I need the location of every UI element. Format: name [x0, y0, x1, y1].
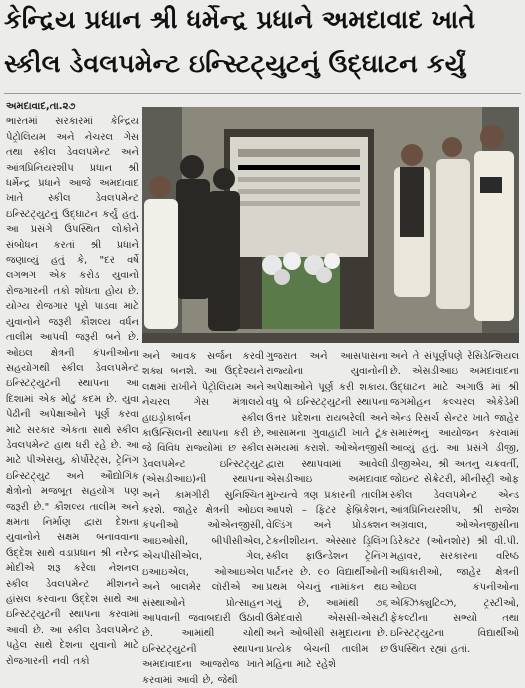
article-column-2	[142, 349, 264, 686]
column-2-text: અને આવક સર્જન કરવી શક્ય બનશે. આ ઉદ્દેશ્યને લક્ષમાં રાખીને પેટ્રોલિયમ અને નેચરલ ગેસ મંત્રાલયે હાઇડ્રોકાર્બન સ્કીલ કાઉન્સિલની સ્થાપના કરી છે, જે વિવિધ રાજ્યોમાં છ સ્કીલ ડેવલપમેન્ટ ઇન્સ્ટિટ્યુટ (એસડીઆઇ)ની સ્થાપના અને કામગીરી સુનિશ્ચિત કરશે. જાહેર ક્ષેત્રની ઓઇલ કંપનીઓ ઓએનજીસી, આઇઓસી, બીપીસીએલ, એચપીસીએલ, ગેલ, ઇઆઇએલ, ઓઆઇએલ અને બાલમેર લૉરીએ આ સંસ્થાઓને પ્રોત્સાહન આપવાની જવાબદારી ઉઠાવી છે. આમાંથી ચોથી ઇન્સ્ટિટ્યુટની સ્થાપના અમદાવાદના આજરોજ ખાતે કરવામાં આવી છે, જેથી	[142, 351, 264, 686]
article-column-1	[6, 99, 139, 665]
inauguration-photo	[142, 107, 519, 343]
column-1-text: ભારતમાં સરકારમાં કેન્દ્રિય પેટ્રોલિયમ અને નેચરલ ગેસ તથા સ્કીલ ડેવલપમેન્ટ અને આંત્રપ્રિનિયરશીપ પ્રધાન શ્રી ધર્મેન્દ્ર પ્રધાને આજે અમદાવાદ ખાતે સ્કીલ ડેવલપમેન્ટ ઇન્સ્ટિટ્યુટનું ઉદ્ઘાટન કર્યું હતું. આ પ્રસંગે ઉપસ્થિત લોકોને સંબોધન કરતાં શ્રી પ્રધાને જણાવ્યું હતું કે, "દર વર્ષે લગભગ એક કરોડ યુવાનો રોજગારની તકો શોધતા હોય છે. યોગ્ય રોજગાર પૂરો પાડવા માટે યુવાનોને જરૂરી કૌશલ્ય વર્ધન તાલીમ આપવી જરૂરી બને છે. ઓઇલ ક્ષેત્રની કંપનીઓના સહયોગથી સ્કીલ ડેવલપમેન્ટ ઇન્સ્ટિટ્યુટની સ્થાપના આ દિશામાં એક મોટું કદમ છે. યુવા પેઢીની અપેક્ષાઓને પૂર્ણ કરવા માટે સરકાર એકતા સાથે સ્કીલ ડેવલપમેન્ટ હાથ ધરી રહે છે. આ માટે પીએસયુ, કોર્પોરેટ્સ, ટ્રેનિંગ ઇન્સ્ટિટ્યુટ અને ઔદ્યોગિક ક્ષેત્રોનો મજબૂત સહયોગ પણ જરૂરી છે." કૌશલ્ય તાલીમ અને ક્ષમતા નિર્માણ દ્વારા દેશના યુવાનોને સક્ષમ બનાવવાના ઉદ્દેશ સાથે વડાપ્રધાન શ્રી નરેન્દ્ર મોદીએ શરૂ કરેલા નેશનલ સ્કીલ ડેવલપમેન્ટ મીશનને હાંસલ કરવાના ઉદ્દેશ સાથે આ ઇન્સ્ટિટ્યુટની સ્થાપના કરવામાં આવી છે. આ સ્કીલ ડેવલપમેન્ટ પહેલ સાથે દેશના યુવાનો માટે રોજગારની નવી તકો	[6, 116, 139, 667]
column-4-text: અને તે સંપૂર્ણપણે રેસિડેન્શિયલ છે. એસડીઆઇ અમદાવાદના ઉદ્ઘાટન માટે અગાઉ માં શ્રી જગમોહન કલ્ચરલ એકેડેમી એન્ડ રિસર્ચ સેન્ટર ખાતે જાહેર સમારંભનું આયોજન કરવામાં આવ્યું હતું. આ પ્રસંગે ડીજી, ડીજીએચ, શ્રી અતનુ ચક્રવર્તી, જોઇન્ટ સેક્રેટરી, મીનીસ્ટ્રી ઓફ સ્કીલ ડેવલપમેન્ટ એન્ડ આંત્રપ્રિનિયરશીપ, શ્રી રાજેશ અગ્રવાલ, ઓએનજીસીના ડિરેક્ટર (ઓનશોર) શ્રી વી.પી. મહાવર, સરકારના વરિષ્ઠ અધિકારીઓ, જાહેર ક્ષેત્રની ઓઇલ કંપનીઓના એક્ઝિક્યુટિવ્ઝ, ટ્રસ્ટીઓ, ફેકલ્ટીના સભ્યો તથા ઇન્સ્ટિટ્યુટના વિદ્યાર્થીઓ ઉપસ્થિત રહ્યાં હતાં.	[390, 351, 519, 655]
column-3-text: ગુજરાત અને આસપાસના રાજ્યોના યુવાનોની અપેક્ષાઓને પૂર્ણ કરી શકાય. વધુ બે ઇન્સ્ટિટ્યુટની સ્થાપના ઉત્તર પ્રદેશના રાયબરેલી અને આસામના ગુવાહાટી ખાતે ટૂંક સમયમાં કરાશે. ઓએનજીસી દ્વારા સ્થાપવામાં આવેલી એસડીઆઇ અમદાવાદ મુખ્યત્વે ત્રણ પ્રકારની તાલીમ આપશે – ફિટર ફેબ્રિકેશન, વેલ્ડિંગ અને પ્રોડક્શન ટેકનીશીયન. એસ્સાર ડ્રિલિંગ સ્કીલ ફાઉન્ડેશન ટ્રેનિંગ પાર્ટનર છે. ૯૦ વિદ્યાર્થીઓની પ્રથમ બેચનું નામાંકન થઇ ગયું છે, આમાંથી ૭૬ ઉમેદવારો એસસી-એસટી અને ઓબીસી સમુદાયના છે. પ્રત્યેક બેચની તાલીમ છ મહિના માટે રહેશે	[266, 351, 388, 671]
headline-line-2: સ્કીલ ડેવલપમેન્ટ ઇન્સ્ટિટ્યુટનું ઉદ્ઘાટન કર્યું	[4, 49, 466, 78]
dateline: અમદાવાદ,તા.૨૭	[6, 101, 76, 112]
article-column-3	[266, 349, 388, 671]
headline-line-1: કેન્દ્રિય પ્રધાન શ્રી ધર્મેન્દ્ર પ્રધાને અમદાવાદ ખાતે	[4, 5, 476, 34]
headline-divider	[4, 93, 521, 94]
photo-illustration	[142, 107, 519, 343]
article-column-4	[390, 349, 519, 665]
